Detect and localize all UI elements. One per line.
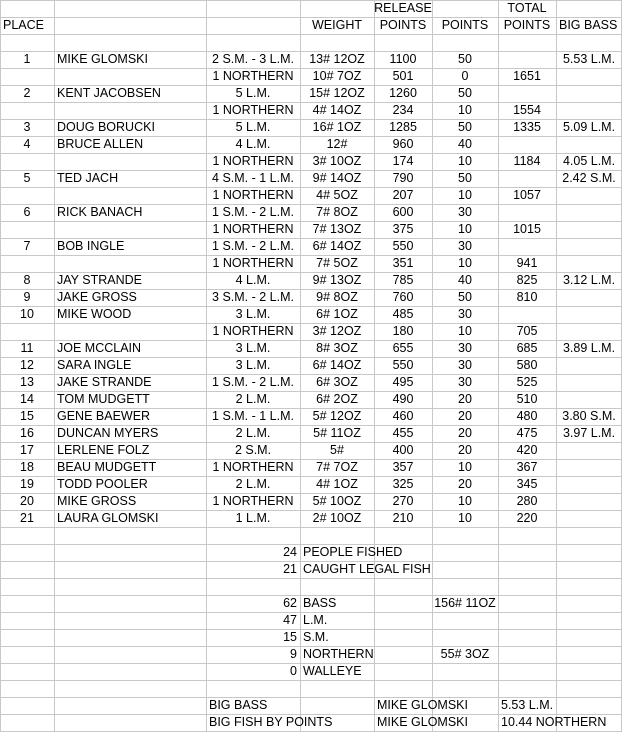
catch-cell: 2 L.M. — [235, 477, 271, 491]
weight-cell: 5# 10OZ — [312, 494, 362, 508]
release-points-cell: 20 — [458, 477, 472, 491]
bass-weight: 156# 11OZ — [434, 596, 496, 610]
northern-label: NORTHERN — [303, 647, 374, 661]
angler-name-cell: SARA INGLE — [57, 358, 132, 372]
weight-cell: 12# — [326, 137, 348, 151]
weight-cell: 6# 14OZ — [312, 239, 362, 253]
release-points-cell: 20 — [458, 409, 472, 423]
weight-cell: 9# 13OZ — [312, 273, 362, 287]
release-points-cell: 30 — [458, 239, 472, 253]
big-bass-cell: 5.53 L.M. — [562, 52, 616, 66]
big-bass-cell: 3.12 L.M. — [562, 273, 616, 287]
total-points-cell: 525 — [516, 375, 538, 389]
points-cell: 207 — [392, 188, 414, 202]
big-bass-cell — [556, 204, 622, 221]
release-points-cell: 40 — [458, 137, 472, 151]
points-cell: 357 — [392, 460, 414, 474]
points-cell: 460 — [392, 409, 414, 423]
points-cell: 1260 — [389, 86, 417, 100]
release-points-cell: 30 — [458, 375, 472, 389]
big-fish-award-winner: MIKE GLOMSKI — [377, 715, 468, 729]
release-points-cell: 10 — [458, 103, 472, 117]
walleye-label: WALLEYE — [303, 664, 362, 678]
catch-cell: 1 NORTHERN — [212, 103, 294, 117]
place-cell: 20 — [20, 494, 34, 508]
header-total-points: POINTS — [503, 18, 551, 32]
release-points-cell: 10 — [458, 460, 472, 474]
catch-cell: 1 NORTHERN — [212, 256, 294, 270]
total-points-cell: 825 — [516, 273, 538, 287]
release-points-cell: 50 — [458, 290, 472, 304]
release-points-cell: 30 — [458, 205, 472, 219]
big-fish-award-value: 10.44 NORTHERN — [501, 715, 607, 729]
angler-name-cell: BRUCE ALLEN — [57, 137, 144, 151]
points-cell: 960 — [392, 137, 414, 151]
catch-cell: 5 L.M. — [235, 86, 271, 100]
angler-name-cell: LERLENE FOLZ — [57, 443, 150, 457]
angler-name-cell: JOE MCCLAIN — [57, 341, 142, 355]
place-cell: 15 — [20, 409, 34, 423]
weight-cell: 15# 12OZ — [309, 86, 365, 100]
total-points-cell: 1015 — [513, 222, 541, 236]
place-cell: 13 — [20, 375, 34, 389]
angler-name-cell — [54, 68, 206, 85]
angler-name-cell: MIKE WOOD — [57, 307, 132, 321]
angler-name-cell — [54, 323, 206, 340]
release-points-cell: 30 — [458, 307, 472, 321]
points-cell: 790 — [392, 171, 414, 185]
catch-cell: 2 L.M. — [235, 426, 271, 440]
angler-name-cell — [54, 221, 206, 238]
total-points-cell — [498, 204, 556, 221]
angler-name-cell: TED JACH — [57, 171, 119, 185]
weight-cell: 6# 3OZ — [316, 375, 358, 389]
points-cell: 490 — [392, 392, 414, 406]
angler-name-cell — [54, 102, 206, 119]
weight-cell: 2# 10OZ — [312, 511, 362, 525]
weight-cell: 7# 8OZ — [316, 205, 358, 219]
place-cell: 10 — [20, 307, 34, 321]
big-bass-cell — [556, 238, 622, 255]
catch-cell: 3 L.M. — [235, 341, 271, 355]
catch-cell: 3 L.M. — [235, 307, 271, 321]
weight-cell: 5# 12OZ — [312, 409, 362, 423]
points-cell: 1100 — [389, 52, 417, 66]
place-cell: 9 — [23, 290, 31, 304]
angler-name-cell: JAKE STRANDE — [57, 375, 152, 389]
big-bass-cell — [556, 187, 622, 204]
points-cell: 270 — [392, 494, 414, 508]
points-cell: 375 — [392, 222, 414, 236]
catch-cell: 1 NORTHERN — [212, 154, 294, 168]
total-points-cell: 510 — [516, 392, 538, 406]
place-cell: 8 — [23, 273, 31, 287]
big-bass-cell — [556, 136, 622, 153]
big-bass-cell — [556, 68, 622, 85]
total-points-cell — [498, 51, 556, 68]
people-fished-label: PEOPLE FISHED — [303, 545, 403, 559]
header-weight: WEIGHT — [312, 18, 362, 32]
lm-count: 47 — [283, 613, 297, 627]
big-bass-cell — [556, 255, 622, 272]
place-cell: 19 — [20, 477, 34, 491]
release-points-cell: 30 — [458, 358, 472, 372]
total-points-cell: 685 — [516, 341, 538, 355]
catch-cell: 3 L.M. — [235, 358, 271, 372]
place-cell — [0, 68, 54, 85]
total-points-cell: 1184 — [513, 154, 541, 168]
weight-cell: 6# 14OZ — [312, 358, 362, 372]
header-release-points: POINTS — [441, 18, 489, 32]
header-points: POINTS — [379, 18, 427, 32]
place-cell: 4 — [23, 137, 31, 151]
points-cell: 455 — [392, 426, 414, 440]
points-cell: 351 — [392, 256, 414, 270]
release-points-cell: 10 — [458, 256, 472, 270]
big-bass-cell — [556, 102, 622, 119]
place-cell: 1 — [23, 52, 31, 66]
header-total-top: TOTAL — [507, 1, 547, 15]
points-cell: 785 — [392, 273, 414, 287]
angler-name-cell: JAKE GROSS — [57, 290, 137, 304]
release-points-cell: 10 — [458, 511, 472, 525]
people-fished-count: 24 — [283, 545, 297, 559]
total-points-cell: 1335 — [513, 120, 541, 134]
points-cell: 501 — [392, 69, 414, 83]
weight-cell: 4# 5OZ — [316, 188, 358, 202]
bass-count: 62 — [283, 596, 297, 610]
points-cell: 495 — [392, 375, 414, 389]
total-points-cell: 810 — [516, 290, 538, 304]
place-cell: 21 — [20, 511, 34, 525]
place-cell: 17 — [20, 443, 34, 457]
place-cell: 11 — [20, 341, 34, 355]
weight-cell: 5# — [330, 443, 344, 457]
weight-cell: 13# 12OZ — [309, 52, 365, 66]
total-points-cell — [498, 238, 556, 255]
angler-name-cell: RICK BANACH — [57, 205, 143, 219]
weight-cell: 9# 8OZ — [316, 290, 358, 304]
angler-name-cell — [54, 255, 206, 272]
place-cell: 5 — [23, 171, 31, 185]
header-release-top: RELEASE — [374, 1, 432, 15]
catch-cell: 2 S.M. - 3 L.M. — [212, 52, 294, 66]
release-points-cell: 20 — [458, 443, 472, 457]
catch-cell: 1 NORTHERN — [212, 222, 294, 236]
weight-cell: 16# 1OZ — [312, 120, 362, 134]
place-cell — [0, 255, 54, 272]
big-bass-award-label: BIG BASS — [209, 698, 268, 712]
release-points-cell: 30 — [458, 341, 472, 355]
angler-name-cell — [54, 153, 206, 170]
points-cell: 400 — [392, 443, 414, 457]
big-bass-cell: 4.05 L.M. — [562, 154, 616, 168]
northern-weight: 55# 3OZ — [440, 647, 490, 661]
angler-name-cell: KENT JACOBSEN — [57, 86, 161, 100]
weight-cell: 4# 14OZ — [312, 103, 362, 117]
release-points-cell: 50 — [458, 86, 472, 100]
catch-cell: 1 S.M. - 2 L.M. — [212, 205, 294, 219]
points-cell: 760 — [392, 290, 414, 304]
points-cell: 655 — [392, 341, 414, 355]
big-bass-cell — [556, 306, 622, 323]
place-cell: 14 — [20, 392, 34, 406]
catch-cell: 5 L.M. — [235, 120, 271, 134]
release-points-cell: 10 — [458, 222, 472, 236]
points-cell: 180 — [392, 324, 414, 338]
total-points-cell: 705 — [516, 324, 538, 338]
catch-cell: 1 NORTHERN — [212, 69, 294, 83]
total-points-cell — [498, 136, 556, 153]
place-cell: 12 — [20, 358, 34, 372]
release-points-cell: 20 — [458, 426, 472, 440]
catch-cell: 1 S.M. - 2 L.M. — [212, 375, 294, 389]
angler-name-cell: MIKE GLOMSKI — [57, 52, 148, 66]
big-bass-cell: 2.42 S.M. — [562, 171, 616, 185]
angler-name-cell: MIKE GROSS — [57, 494, 137, 508]
walleye-count: 0 — [290, 664, 297, 678]
total-points-cell — [498, 306, 556, 323]
bass-label: BASS — [303, 596, 337, 610]
angler-name-cell: TODD POOLER — [57, 477, 148, 491]
release-points-cell: 0 — [461, 69, 469, 83]
place-cell — [0, 323, 54, 340]
catch-cell: 1 NORTHERN — [212, 460, 294, 474]
big-bass-cell — [556, 493, 622, 510]
catch-cell: 1 S.M. - 1 L.M. — [212, 409, 294, 423]
place-cell: 16 — [20, 426, 34, 440]
total-points-cell: 941 — [516, 256, 538, 270]
catch-cell: 4 L.M. — [235, 137, 271, 151]
catch-cell: 3 S.M. - 2 L.M. — [212, 290, 294, 304]
points-cell: 550 — [392, 358, 414, 372]
big-bass-cell — [556, 510, 622, 527]
weight-cell: 4# 1OZ — [316, 477, 358, 491]
release-points-cell: 20 — [458, 392, 472, 406]
catch-cell: 4 S.M. - 1 L.M. — [212, 171, 294, 185]
weight-cell: 5# 11OZ — [313, 426, 361, 440]
weight-cell: 6# 1OZ — [316, 307, 358, 321]
place-cell — [0, 102, 54, 119]
release-points-cell: 50 — [458, 52, 472, 66]
total-points-cell: 345 — [516, 477, 538, 491]
caught-legal-label: CAUGHT LEGAL FISH — [303, 562, 431, 576]
catch-cell: 2 L.M. — [235, 392, 271, 406]
place-cell: 3 — [23, 120, 31, 134]
weight-cell: 7# 5OZ — [316, 256, 358, 270]
total-points-cell: 280 — [516, 494, 538, 508]
big-fish-award-label: BIG FISH BY POINTS — [209, 715, 333, 729]
angler-name-cell: LAURA GLOMSKI — [57, 511, 159, 525]
total-points-cell: 1057 — [513, 188, 541, 202]
big-bass-cell: 5.09 L.M. — [562, 120, 616, 134]
total-points-cell: 420 — [516, 443, 538, 457]
release-points-cell: 10 — [458, 188, 472, 202]
lm-label: L.M. — [303, 613, 328, 627]
big-bass-cell — [556, 357, 622, 374]
place-cell: 7 — [23, 239, 31, 253]
weight-cell: 6# 2OZ — [316, 392, 358, 406]
release-points-cell: 10 — [458, 324, 472, 338]
angler-name-cell: JAY STRANDE — [57, 273, 142, 287]
points-cell: 325 — [392, 477, 414, 491]
total-points-cell — [498, 85, 556, 102]
northern-count: 9 — [290, 647, 297, 661]
big-bass-cell — [556, 85, 622, 102]
angler-name-cell: GENE BAEWER — [57, 409, 151, 423]
big-bass-cell: 3.97 L.M. — [562, 426, 616, 440]
place-cell — [0, 187, 54, 204]
sm-count: 15 — [283, 630, 297, 644]
big-bass-cell — [556, 289, 622, 306]
total-points-cell: 580 — [516, 358, 538, 372]
big-bass-cell — [556, 476, 622, 493]
place-cell — [0, 153, 54, 170]
big-bass-award-winner: MIKE GLOMSKI — [377, 698, 468, 712]
weight-cell: 3# 10OZ — [312, 154, 362, 168]
big-bass-cell — [556, 221, 622, 238]
angler-name-cell: BEAU MUDGETT — [57, 460, 157, 474]
weight-cell: 10# 7OZ — [312, 69, 362, 83]
catch-cell: 1 S.M. - 2 L.M. — [212, 239, 294, 253]
big-bass-award-value: 5.53 L.M. — [501, 698, 554, 712]
total-points-cell: 1554 — [513, 103, 541, 117]
weight-cell: 9# 14OZ — [312, 171, 362, 185]
big-bass-cell — [556, 459, 622, 476]
total-points-cell: 475 — [516, 426, 538, 440]
sm-label: S.M. — [303, 630, 329, 644]
angler-name-cell: DUNCAN MYERS — [57, 426, 159, 440]
total-points-cell: 367 — [516, 460, 538, 474]
release-points-cell: 50 — [458, 171, 472, 185]
release-points-cell: 10 — [458, 154, 472, 168]
release-points-cell: 50 — [458, 120, 472, 134]
weight-cell: 7# 7OZ — [316, 460, 358, 474]
place-cell: 6 — [23, 205, 31, 219]
big-bass-cell — [556, 442, 622, 459]
catch-cell: 1 L.M. — [235, 511, 271, 525]
release-points-cell: 40 — [458, 273, 472, 287]
place-cell — [0, 221, 54, 238]
weight-cell: 3# 12OZ — [312, 324, 362, 338]
catch-cell: 2 S.M. — [234, 443, 272, 457]
catch-cell: 1 NORTHERN — [212, 188, 294, 202]
weight-cell: 7# 13OZ — [312, 222, 362, 236]
header-big-bass: BIG BASS — [559, 18, 618, 32]
points-cell: 600 — [392, 205, 414, 219]
release-points-cell: 10 — [458, 494, 472, 508]
place-cell: 2 — [23, 86, 31, 100]
catch-cell: 4 L.M. — [235, 273, 271, 287]
total-points-cell: 220 — [516, 511, 538, 525]
big-bass-cell: 3.89 L.M. — [562, 341, 616, 355]
big-bass-cell: 3.80 S.M. — [562, 409, 616, 423]
header-place: PLACE — [3, 18, 44, 32]
caught-legal-count: 21 — [283, 562, 297, 576]
total-points-cell: 1651 — [513, 69, 541, 83]
angler-name-cell: TOM MUDGETT — [57, 392, 150, 406]
big-bass-cell — [556, 374, 622, 391]
total-points-cell: 480 — [516, 409, 538, 423]
angler-name-cell: BOB INGLE — [57, 239, 125, 253]
catch-cell: 1 NORTHERN — [212, 324, 294, 338]
points-cell: 1285 — [389, 120, 417, 134]
points-cell: 174 — [392, 154, 414, 168]
points-cell: 485 — [392, 307, 414, 321]
angler-name-cell: DOUG BORUCKI — [57, 120, 155, 134]
big-bass-cell — [556, 391, 622, 408]
points-cell: 234 — [392, 103, 414, 117]
points-cell: 210 — [392, 511, 414, 525]
total-points-cell — [498, 170, 556, 187]
place-cell: 18 — [20, 460, 34, 474]
big-bass-cell — [556, 323, 622, 340]
catch-cell: 1 NORTHERN — [212, 494, 294, 508]
weight-cell: 8# 3OZ — [316, 341, 358, 355]
angler-name-cell — [54, 187, 206, 204]
points-cell: 550 — [392, 239, 414, 253]
